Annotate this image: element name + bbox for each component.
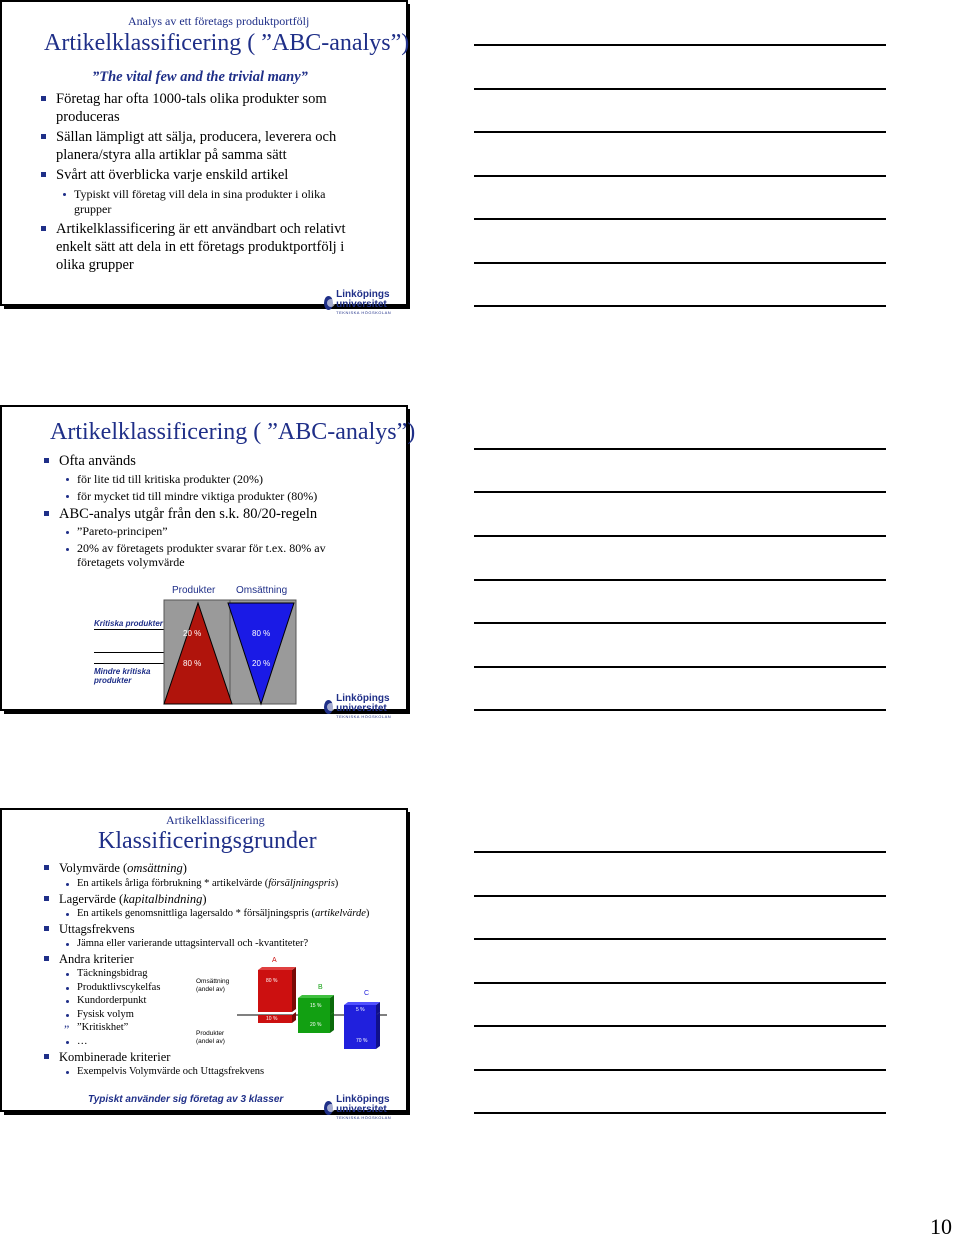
notes-line: [474, 851, 886, 853]
sub-bullet-text: för mycket tid till mindre viktiga produkter (80%): [77, 489, 318, 503]
class-label-a: A: [272, 957, 277, 964]
bullet-square-icon: [41, 226, 46, 231]
slide-2: [0, 405, 416, 719]
notes-line: [474, 262, 886, 264]
omsattning-top-value: 80 %: [252, 629, 271, 638]
sub-bullet-text: Exempelvis Volymvärde och Uttagsfrekvens: [77, 1066, 265, 1077]
notes-line: [474, 448, 886, 450]
bullet-text: Uttagsfrekvens: [59, 922, 135, 936]
notes-line: [474, 1112, 886, 1114]
chart-label-omsattning: Omsättning (andel av): [196, 978, 230, 993]
notes-line: [474, 709, 886, 711]
bar-b-oms-side: [330, 995, 334, 1015]
bar-c-prod-value: 70 %: [356, 1038, 368, 1044]
sub-bullet-text: Täckningsbidrag: [77, 968, 148, 979]
notes-line: [474, 175, 886, 177]
sub-bullet-text: för lite tid till kritiska produkter (20%): [77, 472, 263, 486]
bar-a-oms-top: [258, 967, 296, 970]
notes-line: [474, 88, 886, 90]
bullet-quote-icon: ”: [64, 1022, 70, 1036]
notes-line: [474, 535, 886, 537]
slide-footer-note: Typiskt använder sig företag av 3 klasser: [88, 1094, 284, 1105]
sub-bullet-text: Fysisk volym: [77, 1009, 134, 1020]
sub-bullet-text: grupper: [74, 202, 112, 216]
sub-bullet-text: företagets volymvärde: [77, 555, 185, 569]
notes-line: [474, 491, 886, 493]
column-label-produkter: Produkter: [172, 585, 216, 596]
university-logo: [324, 290, 406, 315]
pre-title: Artikelklassificering: [166, 813, 265, 827]
logo-name: Linköpings universitet: [336, 1094, 390, 1115]
notes-line: [474, 218, 886, 220]
bar-c-oms-top: [344, 1002, 380, 1005]
notes-line: [474, 895, 886, 897]
bullet-text: Artikelklassificering är ett användbart och relativt: [56, 221, 346, 237]
abc-chart: [2, 810, 410, 1114]
notes-line: [474, 131, 886, 133]
sub-bullet-text: …: [77, 1036, 88, 1047]
produkter-top-value: 20 %: [183, 629, 202, 638]
bullet-text: ABC-analys utgår från den s.k. 80/20-regeln: [59, 506, 318, 522]
logo-sub: TEKNISKA HÖGSKOLAN: [336, 714, 392, 719]
bar-c-prod-side: [376, 1012, 380, 1049]
sub-bullet-text: En artikels årliga förbrukning * artikelvärde (försäljningspris): [77, 878, 339, 889]
bar-a-oms: [258, 970, 292, 1012]
notes-line: [474, 44, 886, 46]
bullet-text: Företag har ofta 1000-tals olika produkter som: [56, 91, 327, 107]
slide-3: [0, 808, 408, 1120]
row-label-mindre-line2: produkter: [94, 676, 132, 685]
sub-bullet-text: ”Pareto-principen”: [77, 524, 168, 538]
logo-icon: [324, 1101, 333, 1115]
produkter-bottom-value: 80 %: [183, 659, 202, 668]
bullet-text: Andra kriterier: [59, 952, 134, 966]
sub-bullet-text: Kundorderpunkt: [77, 995, 147, 1006]
slide-title: Artikelklassificering ( ”ABC-analys”): [44, 30, 410, 56]
bar-a-oms-side: [292, 967, 296, 1012]
notes-line: [474, 305, 886, 307]
bullet-text: produceras: [56, 109, 120, 125]
notes-line: [474, 666, 886, 668]
bullet-square-icon: [41, 172, 46, 177]
sub-bullet-text: Typiskt vill företag vill dela in sina produkter i olika: [74, 187, 326, 201]
bullet-text: Svårt att överblicka varje enskild artikel: [56, 167, 289, 183]
slide-title: Klassificeringsgrunder: [98, 828, 317, 854]
slide-1: [0, 0, 410, 315]
class-label-b: B: [318, 984, 323, 991]
bullet-dot-icon: [63, 193, 66, 196]
sub-bullet-text: 20% av företagets produkter svarar för t.ex. 80% av: [77, 541, 326, 555]
university-logo: [324, 1095, 406, 1120]
bullet-text: Kombinerade kriterier: [59, 1050, 171, 1064]
pareto-diagram: [2, 407, 410, 713]
notes-line: [474, 938, 886, 940]
bar-a-prod-side: [292, 1012, 296, 1023]
notes-line: [474, 622, 886, 624]
logo-sub: TEKNISKA HÖGSKOLAN: [336, 1115, 392, 1120]
bullet-text: olika grupper: [56, 257, 134, 273]
notes-line: [474, 579, 886, 581]
pre-title: Analys av ett företags produktportfölj: [128, 14, 310, 28]
row-label-kritiska: Kritiska produkter: [94, 619, 163, 628]
logo-name: Linköpings universitet: [336, 693, 390, 714]
bar-b-prod-side: [330, 1012, 334, 1033]
page-number: 10: [930, 1214, 952, 1239]
logo-icon: [324, 296, 333, 310]
notes-line: [474, 1069, 886, 1071]
row-label-mindre-line1: Mindre kritiska: [94, 667, 151, 676]
bullet-text: Volymvärde (omsättning): [59, 861, 187, 875]
bullet-square-icon: [41, 96, 46, 101]
bar-b-oms-top: [298, 995, 334, 998]
bullet-text: enkelt sätt att dela in ett företags produktportfölj i: [56, 239, 345, 255]
sub-bullet-text: En artikels genomsnittliga lagersaldo * försäljningspris (artikelvärde): [77, 908, 370, 919]
bar-b-prod-value: 20 %: [310, 1022, 322, 1028]
bullet-text: planera/styra alla artiklar på samma sätt: [56, 147, 287, 163]
bullet-square-icon: [41, 134, 46, 139]
logo-name: Linköpings universitet: [336, 289, 390, 310]
bar-a-prod-value: 10 %: [266, 1016, 278, 1022]
sub-bullet-text: Jämna eller varierande uttagsintervall och -kvantiteter?: [77, 938, 309, 949]
class-label-c: C: [364, 990, 370, 997]
logo-sub: TEKNISKA HÖGSKOLAN: [336, 310, 392, 315]
notes-line: [474, 1025, 886, 1027]
chart-label-produkter: Produkter (andel av): [196, 1030, 225, 1045]
notes-line: [474, 982, 886, 984]
sub-bullet-text: Produktlivscykelfas: [77, 982, 161, 993]
bar-c-oms-value: 5 %: [356, 1007, 365, 1013]
bullet-text: Ofta används: [59, 453, 136, 469]
bar-a-oms-value: 80 %: [266, 978, 278, 984]
logo-icon: [324, 700, 333, 714]
slide-title: Artikelklassificering ( ”ABC-analys”): [50, 419, 416, 445]
university-logo: [324, 694, 406, 719]
omsattning-bottom-value: 20 %: [252, 659, 271, 668]
bar-b-oms-value: 15 %: [310, 1003, 322, 1009]
column-label-omsattning: Omsättning: [236, 585, 288, 596]
bullet-text: Lagervärde (kapitalbindning): [59, 892, 207, 906]
bullet-text: Sällan lämpligt att sälja, producera, leverera och: [56, 129, 337, 145]
sub-bullet-text: ”Kritiskhet”: [77, 1022, 129, 1033]
slide-subtitle: ”The vital few and the trivial many”: [92, 69, 308, 85]
